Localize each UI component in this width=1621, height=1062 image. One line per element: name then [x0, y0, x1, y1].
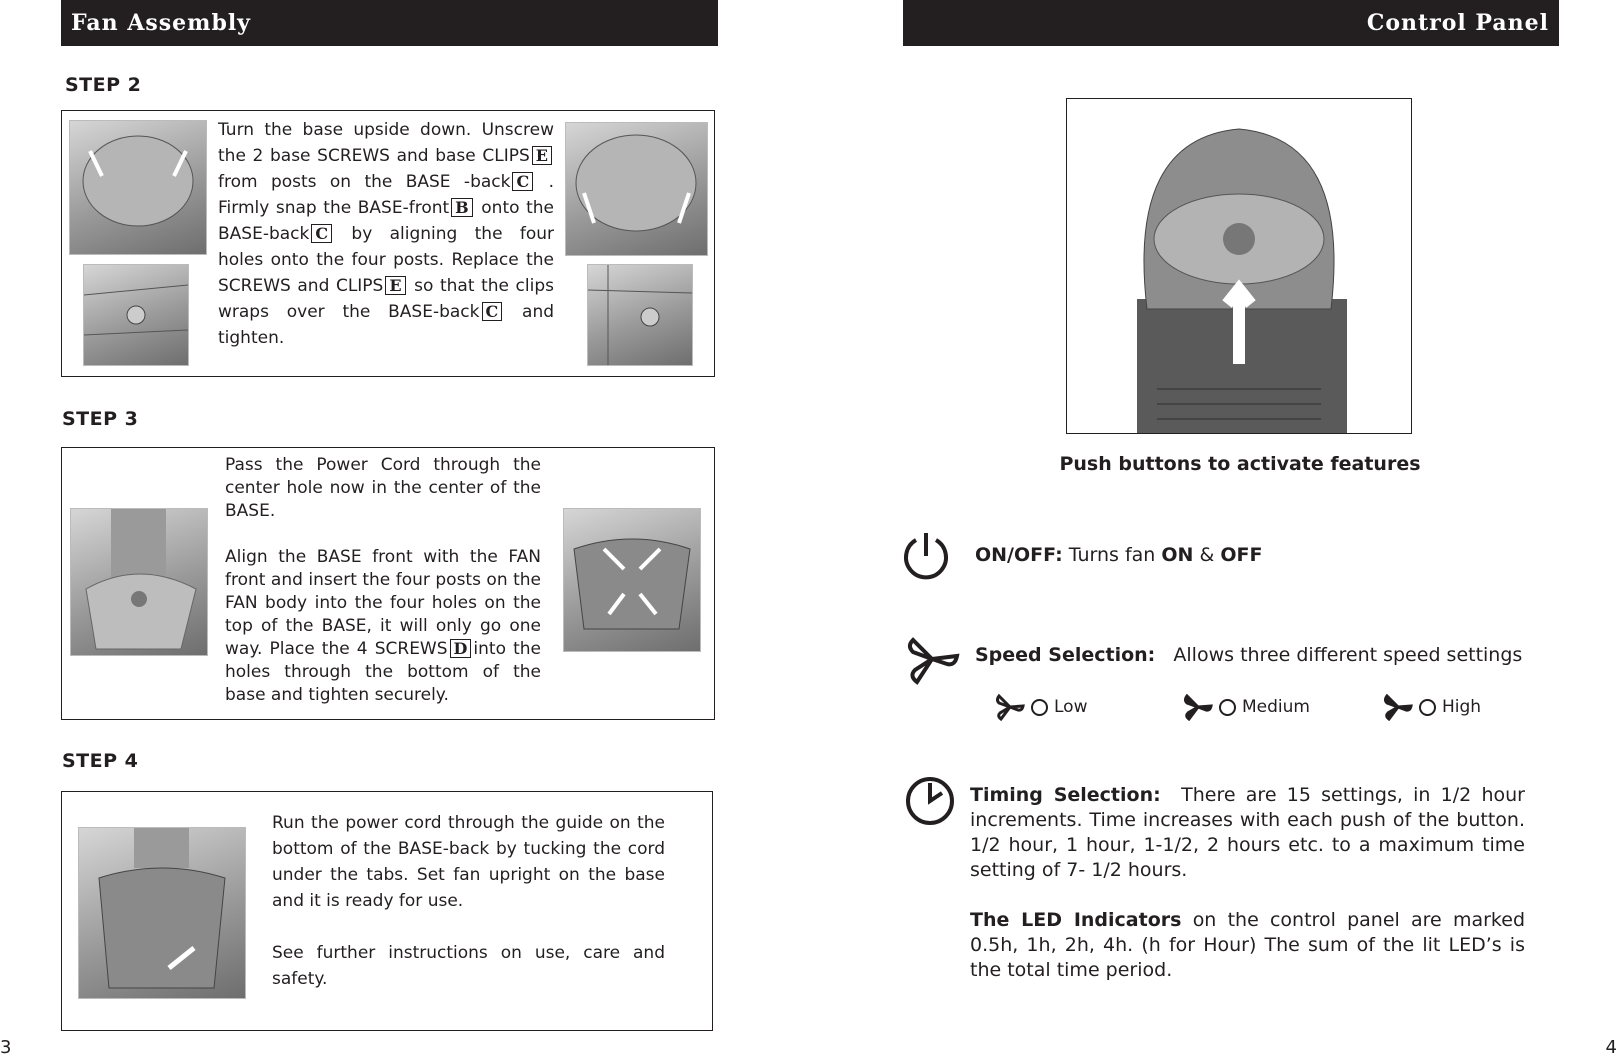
led-indicator	[1419, 699, 1436, 716]
step2-photo-clip-right	[587, 264, 693, 366]
fan-icon	[1383, 693, 1413, 721]
page-number-right: 4	[1605, 1037, 1617, 1058]
control-panel-photo	[1066, 98, 1412, 434]
step4-text: Run the power cord through the guide on the bottom of the BASE-back by tucking the cord under the tabs. Set fan upright on the base and it is ready for use. See further instructions on use, care and safety.	[272, 813, 665, 989]
timer-icon	[904, 775, 956, 827]
onoff-feature: ON/OFF: Turns fan ON & OFF	[975, 544, 1263, 566]
step4-photo-cord-guide	[78, 827, 246, 999]
right-header: Control Panel	[903, 0, 1559, 46]
step3-box	[61, 447, 715, 720]
page-number-left: 3	[0, 1037, 12, 1058]
step2-label: STEP 2	[65, 74, 142, 96]
part-tag-c: C	[512, 172, 533, 191]
step4-box	[61, 791, 713, 1031]
step4-label: STEP 4	[62, 750, 139, 772]
fan-icon	[905, 632, 960, 687]
power-icon	[900, 530, 952, 582]
step2-photo-base-bottom	[565, 122, 708, 256]
step2-text: Turn the base upside down. Unscrew the 2 base SCREWS and base CLIPS E from posts on the BASE -back C . Firmly snap the BASE-front B onto the BASE-back C by aligning the four holes onto the four posts. Replace the SCREWS and CLIPS E so that the clips wraps over the BASE-back C and tighten.	[218, 120, 555, 348]
step3-label: STEP 3	[62, 408, 139, 430]
step2-photo-clip-left	[83, 264, 189, 366]
speed-feature: Speed Selection: Allows three different speed settings	[975, 644, 1523, 666]
step2-photo-base-top	[69, 120, 207, 255]
speed-option-low	[995, 693, 1087, 721]
part-tag-e: E	[532, 146, 552, 165]
timing-feature: Timing Selection: There are 15 settings, in 1/2 hour increments. Time increases with each push of the button. 1/2 hour, 1 hour, 1-1/2, 2 hours etc. to a maximum time setting of 7- 1/2 hours.	[970, 784, 1525, 881]
part-tag-d: D	[450, 639, 472, 658]
step3-photo-cord	[70, 508, 208, 656]
fan-icon	[1183, 693, 1213, 721]
part-tag-c: C	[311, 224, 332, 243]
speed-low-label: Low	[1054, 697, 1088, 717]
speed-option-high	[1383, 693, 1481, 721]
step2-box	[61, 110, 715, 377]
photo-caption: Push buttons to activate features	[1059, 453, 1421, 475]
speed-high-label: High	[1442, 697, 1482, 717]
part-tag-e: E	[385, 276, 405, 295]
led-indicator	[1219, 699, 1236, 716]
led-indicator	[1031, 699, 1048, 716]
step3-text: Pass the Power Cord through the center hole now in the center of the BASE. Align the BASE front with the FAN front and insert the four posts on the FAN body into the four holes on the top of the BASE, it will only go one way. Place the 4 SCREWS D into the holes through the bottom of the base and tighten securely.	[225, 455, 541, 705]
led-indicators-note: The LED Indicators on the control panel are marked 0.5h, 1h, 2h, 4h. (h for Hour) The sum of the lit LED’s is the total time period.	[970, 909, 1525, 981]
left-header: Fan Assembly	[61, 0, 718, 46]
part-tag-c: C	[482, 302, 503, 321]
speed-option-medium	[1183, 693, 1310, 721]
step3-photo-base-posts	[563, 508, 701, 652]
part-tag-b: B	[451, 198, 473, 217]
speed-medium-label: Medium	[1242, 697, 1310, 717]
fan-icon	[995, 693, 1025, 721]
